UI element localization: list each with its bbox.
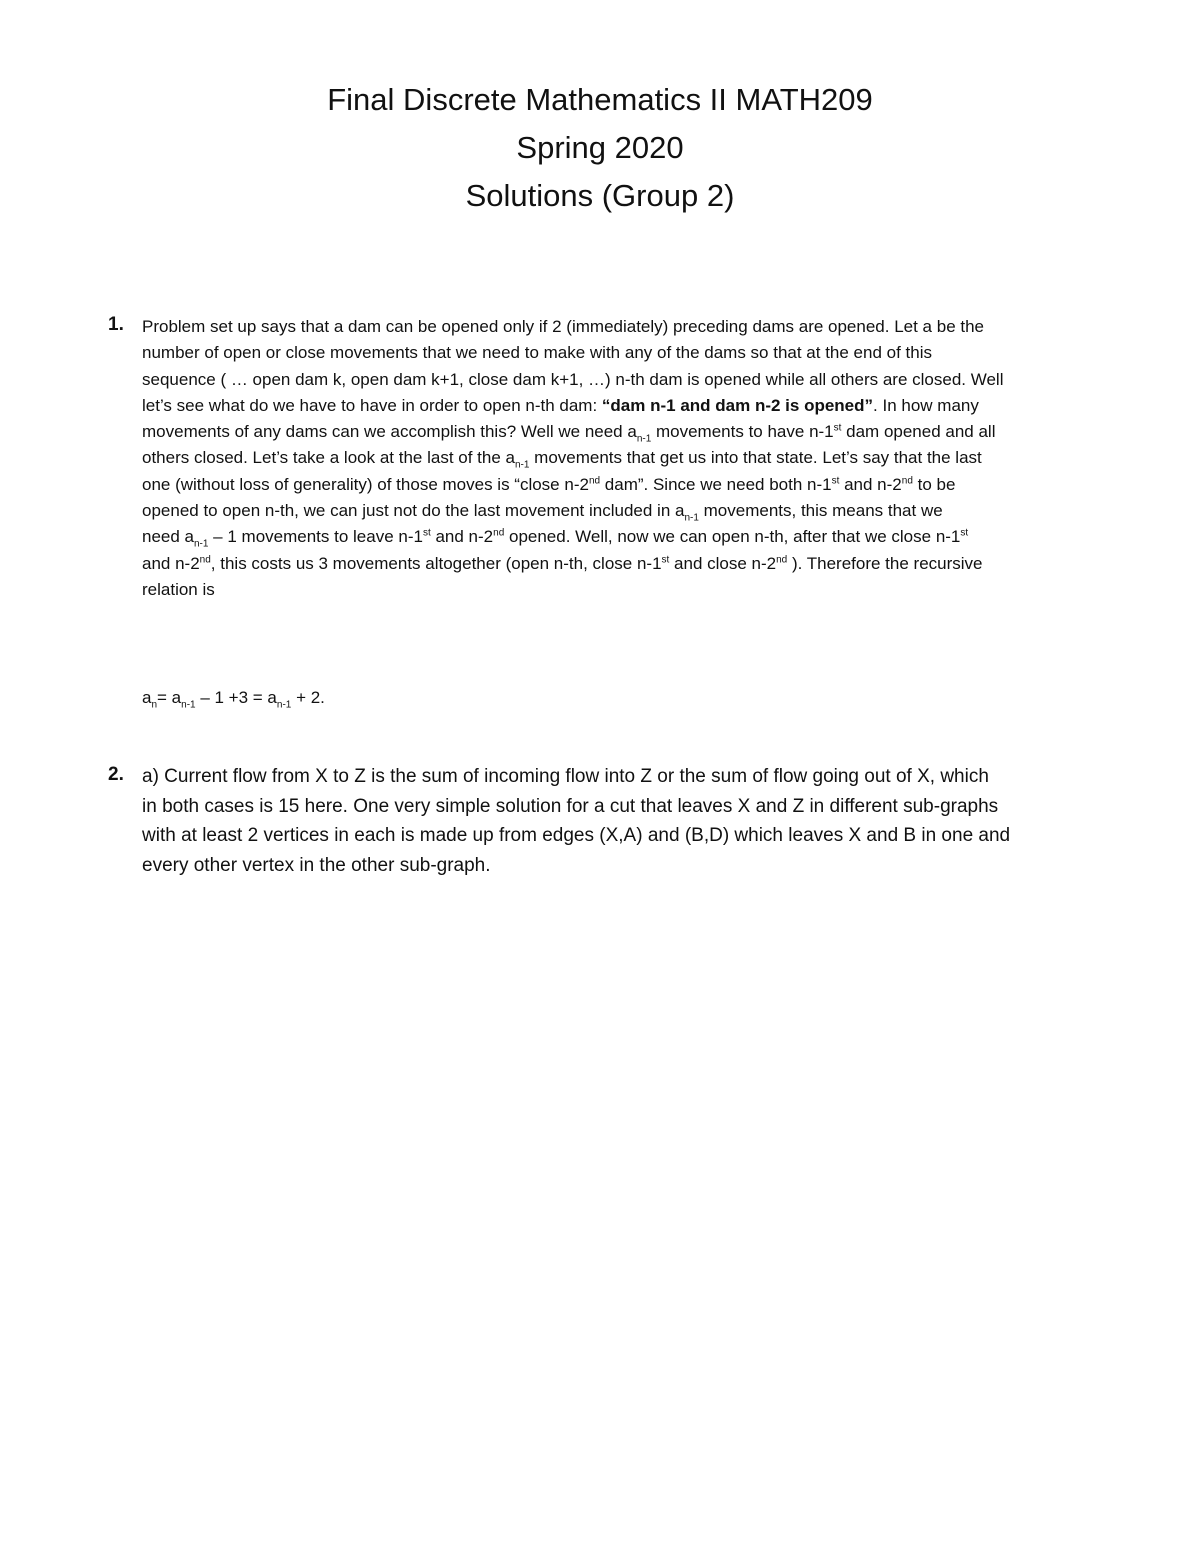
document-subtitle: Solutions (Group 2) [465, 178, 735, 213]
recursive-relation-formula: $a_n= a_{n-1} - 1 +3 = a_{n-1} + 2$. [142, 688, 325, 711]
question-1-answer [142, 314, 1132, 603]
q1-line: one (without loss of generality) of those moves is “close n-2nd dam”. Since we need both n-1st and n-2nd to be [142, 474, 956, 494]
q1-line: number of open or close movements that we need to make with any of the dams so that at the end of this [142, 343, 933, 363]
q2-line: in both cases is 15 here. One very simple solution for a cut that leaves X and Z in different sub-graphs [142, 795, 999, 817]
q1-line: Problem set up says that a dam can be opened only if 2 (immediately) preceding dams are opened. Let a be the [142, 317, 984, 336]
q1-line: and n-2nd, this costs us 3 movements altogether (open n-th, close n-1st and close n-2nd ). Therefore the recursive [142, 553, 983, 573]
q1-line: let’s see what do we have to have in order to open n-th dam: “dam n-1 and dam n-2 is opened”. In how many [142, 395, 979, 415]
q1-line: others closed. Let’s take a look at the last of the $a_{n-1}$ movements that get us into that state. Let’s say that the last [142, 448, 982, 471]
document-term: Spring 2020 [516, 130, 684, 165]
q1-bold-quote: “dam n-1 and dam n-2 is opened” [601, 395, 874, 415]
q2-line: with at least 2 vertices in each is made up from edges (X,A) and (B,D) which leaves X and B in one and [142, 825, 1011, 846]
q1-line: movements of any dams can we accomplish this? Well we need $a_{n-1}$ movements to have n-1st dam opened and all [142, 422, 996, 445]
question-1-number: 1. [108, 314, 124, 335]
q1-line: relation is [142, 579, 215, 599]
q2-line: every other vertex in the other sub-graph. [142, 854, 491, 876]
document-title: Final Discrete Mathematics II MATH209 [327, 82, 873, 117]
question-2-number: 2. [108, 764, 124, 785]
q1-line: opened to open n-th, we can just not do the last movement included in $a_{n-1}$ movements, this means that we [142, 501, 943, 524]
question-2-answer [142, 762, 1132, 880]
q1-line: need $a_{n-1} - 1$ movements to leave n-1st and n-2nd opened. Well, now we can open n-th, after that we close n-1st [142, 527, 969, 550]
q1-line: sequence ( … open dam k, open dam k+1, close dam k+1, …) n-th dam is opened while all others are closed. Well [142, 369, 1004, 389]
q2-line: a) Current flow from X to Z is the sum of incoming flow into Z or the sum of flow going out of X, which [142, 766, 989, 787]
